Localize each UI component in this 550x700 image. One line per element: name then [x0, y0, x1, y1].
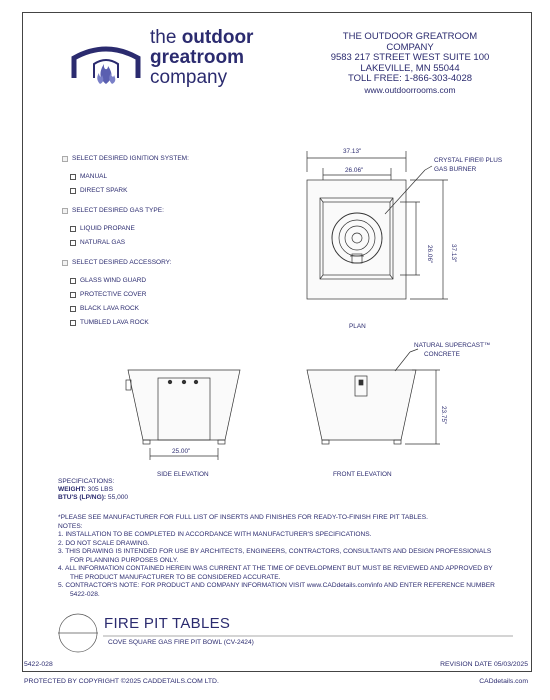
side-elevation-view — [126, 370, 240, 460]
page-subtitle: COVE SQUARE GAS FIRE PIT BOWL (CV-2424) — [108, 639, 254, 646]
company-phone: TOLL FREE: 1-866-303-4028 — [347, 73, 473, 84]
note-item: 5. CONTRACTOR'S NOTE: FOR PRODUCT AND COMPANY INFORMATION VISIT www.CADdetails.com/info AND ENTER REFERENCE NUMBER 5422-028. — [58, 582, 495, 598]
note-item: 4. ALL INFORMATION CONTAINED HEREIN WAS CURRENT AT THE TIME OF DEVELOPMENT BUT MUST BE REVIEWED AND APPROVED BY THE PRODUCT MANUFACTURER TO BE CONSIDERED ACCURATE. — [58, 565, 493, 581]
cad-details-brand[interactable]: CADdetails.com — [479, 678, 528, 685]
liquid-propane-label: LIQUID PROPANE — [80, 225, 135, 232]
front-elevation-view — [307, 349, 440, 444]
direct-spark-label: DIRECT SPARK — [80, 187, 128, 194]
btu-label: BTU'S (LP/NG): — [58, 494, 107, 501]
btu-value: 55,000 — [106, 494, 129, 501]
natural-gas-label: NATURAL GAS — [80, 239, 126, 246]
page-title: FIRE PIT TABLES — [104, 615, 231, 632]
logo-line1-bold: outdoor — [181, 27, 254, 48]
specifications — [58, 478, 128, 502]
black-lava-rock-label: BLACK LAVA ROCK — [80, 305, 140, 312]
company-address2: LAKEVILLE, MN 55044 — [360, 62, 460, 74]
notes-heading: NOTES: — [58, 522, 83, 530]
company-address1: 9583 217 STREET WEST SUITE 100 — [330, 52, 490, 63]
note-item: 3. THIS DRAWING IS INTENDED FOR USE BY ARCHITECTS, ENGINEERS, CONTRACTORS, CONSULTANTS AND DESIGN PROFESSIONALS FOR PLANNING PURPOSES ONLY. — [58, 548, 492, 564]
concrete-callout-line1: NATURAL SUPERCAST™ — [414, 342, 491, 349]
weight-value: 305 LBS — [85, 486, 113, 493]
dim-inner-width: 26.06" — [345, 167, 364, 174]
burner-callout-line1: CRYSTAL FIRE® PLUS — [434, 157, 503, 164]
accessory-label: SELECT DESIRED ACCESSORY: — [72, 259, 172, 266]
ignition-label: SELECT DESIRED IGNITION SYSTEM: — [72, 155, 189, 162]
note-item: 2. DO NOT SCALE DRAWING. — [58, 539, 150, 547]
burner-callout-line2: GAS BURNER — [434, 166, 477, 173]
copyright: PROTECTED BY COPYRIGHT ©2025 CADDETAILS.COM LTD. — [24, 678, 219, 685]
dim-overall-height: 37.13" — [450, 244, 457, 263]
note-item: 1. INSTALLATION TO BE COMPLETED IN ACCORDANCE WITH MANUFACTURER'S SPECIFICATIONS. — [58, 531, 372, 538]
dim-overall-width: 37.13" — [343, 148, 362, 155]
glass-wind-guard-label: GLASS WIND GUARD — [80, 277, 147, 284]
plan-view — [307, 151, 448, 299]
concrete-callout-line2: CONCRETE — [424, 351, 460, 358]
logo-line3: company — [150, 67, 228, 88]
company-website[interactable]: www.outdoorrooms.com — [364, 84, 456, 95]
protective-cover-label: PROTECTIVE COVER — [80, 291, 147, 298]
dim-front-height: 23.75" — [440, 406, 447, 425]
logo-line2: greatroom — [150, 47, 244, 68]
notes-intro: *PLEASE SEE MANUFACTURER FOR FULL LIST OF INSERTS AND FINISHES FOR READY-TO-FINISH FIRE PIT TABLES. — [58, 514, 428, 521]
dim-inner-height: 26.06" — [426, 245, 433, 264]
specs-heading: SPECIFICATIONS: — [58, 478, 115, 485]
reference-number: 5422-028 — [24, 661, 53, 668]
plan-label: PLAN — [349, 323, 366, 330]
weight-label: WEIGHT: — [58, 486, 86, 493]
tumbled-lava-rock-label: TUMBLED LAVA ROCK — [80, 319, 149, 326]
dim-side-base-width: 25.00" — [172, 448, 191, 455]
front-elevation-label: FRONT ELEVATION — [333, 471, 392, 478]
side-elevation-label: SIDE ELEVATION — [157, 471, 209, 478]
revision-date: REVISION DATE 05/03/2025 — [440, 661, 528, 668]
manual-label: MANUAL — [80, 173, 108, 180]
company-name: THE OUTDOOR GREATROOM COMPANY — [342, 31, 478, 53]
gas-label: SELECT DESIRED GAS TYPE: — [72, 207, 164, 214]
notes-section — [58, 514, 498, 599]
logo-line1: the — [150, 27, 182, 48]
